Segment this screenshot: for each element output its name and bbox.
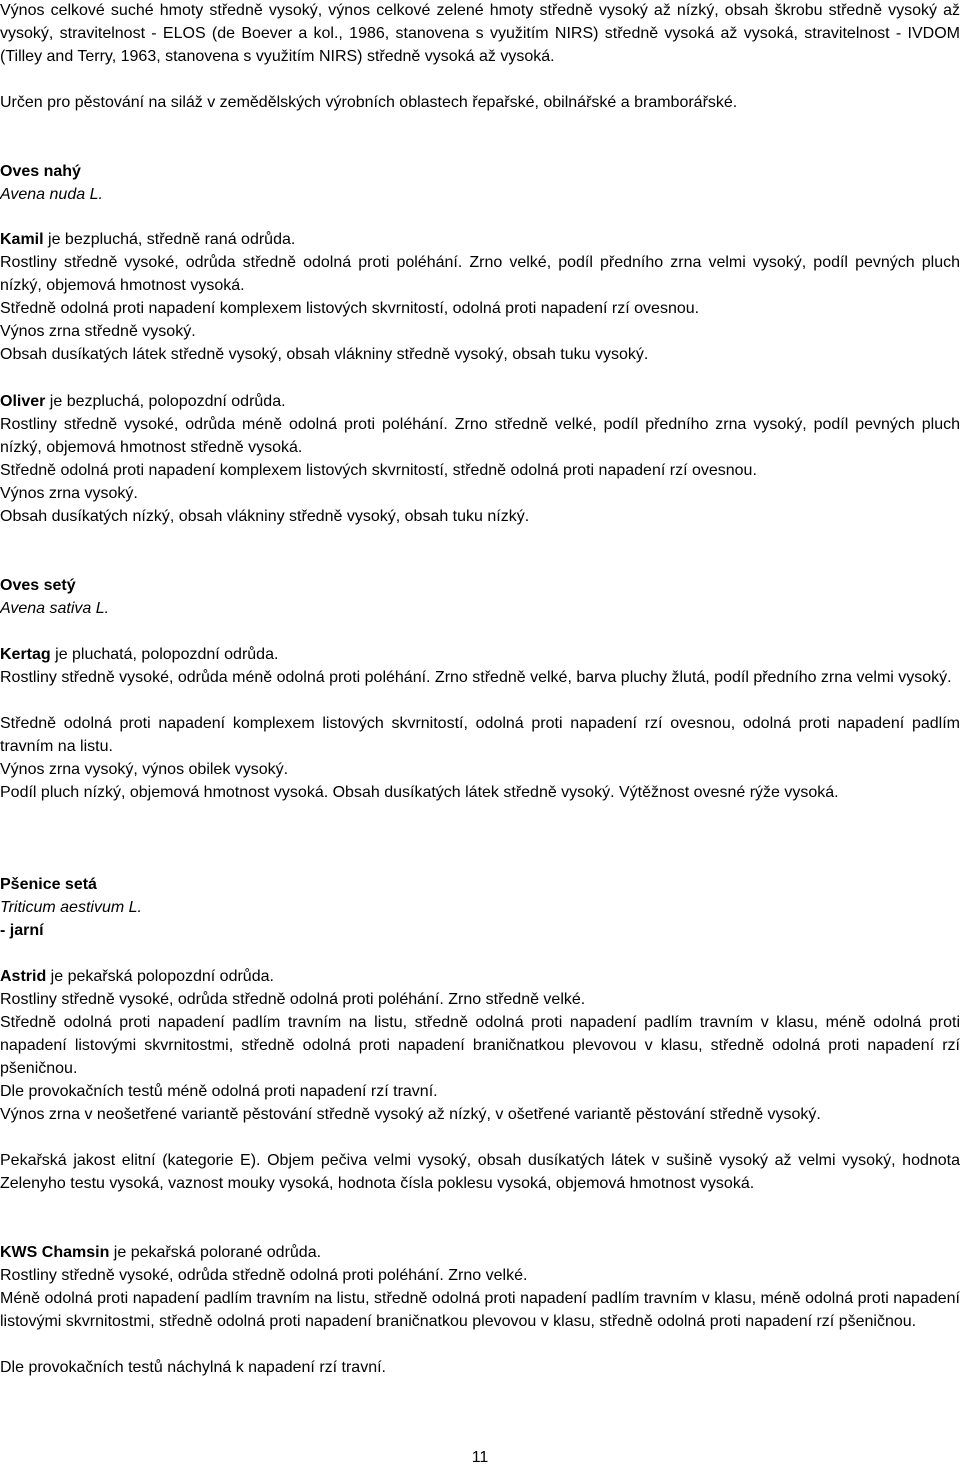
variety-name: Kamil [0, 231, 44, 248]
variety-line: Rostliny středně vysoké, odrůda středně odolná proti poléhání. Zrno velké, podíl předního zrna velmi vysoký, podíl pevných pluch nízký, objemová hmotnost vysoká. [0, 254, 960, 294]
variety-line: Rostliny středně vysoké, odrůda méně odolná proti poléhání. Zrno středně velké, barva pluchy žlutá, podíl předního zrna velmi vysoký. [0, 669, 952, 686]
variety-line: Méně odolná proti napadení padlím travním na listu, středně odolná proti napadení padlím travním v klasu, méně odolná proti napadení listovými skvrnitostmi, středně odolná proti napadení braničnatkou plevovou v klasu, středně odolná proti napadení rzí pšeničnou. [0, 1290, 960, 1330]
variety-line: Obsah dusíkatých nízký, obsah vlákniny středně vysoký, obsah tuku nízký. [0, 508, 530, 525]
variety-line: Obsah dusíkatých látek středně vysoký, obsah vlákniny středně vysoký, obsah tuku vysoký. [0, 346, 649, 363]
variety-line: Výnos zrna středně vysoký. [0, 323, 196, 340]
section-heading: Oves nahý [0, 163, 81, 180]
section-latin-name: Avena nuda L. [0, 186, 103, 203]
page-number: 11 [471, 1449, 489, 1466]
variety-line: Podíl pluch nízký, objemová hmotnost vysoká. Obsah dusíkatých látek středně vysoký. Výtěžnost ovesné rýže vysoká. [0, 784, 839, 801]
variety-line: Středně odolná proti napadení komplexem listových skvrnitostí, odolná proti napadení rzí ovesnou, odolná proti napadení padlím travním na listu. [0, 715, 960, 755]
section-subheading: - jarní [0, 922, 44, 939]
variety-line: Výnos zrna vysoký. [0, 485, 138, 502]
section-latin-name: Triticum aestivum L. [0, 899, 142, 916]
variety-line: Dle provokačních testů méně odolná proti napadení rzí travní. [0, 1083, 438, 1100]
variety-intro [0, 644, 960, 667]
variety-intro-text: je pekařská polorané odrůda. [109, 1244, 322, 1261]
variety-line: Výnos zrna vysoký, výnos obilek vysoký. [0, 761, 289, 778]
variety-name: KWS Chamsin [0, 1244, 110, 1261]
variety-intro [0, 391, 960, 414]
variety-line: Rostliny středně vysoké, odrůda středně odolná proti poléhání. Zrno středně velké. [0, 991, 586, 1008]
variety-name: Astrid [0, 968, 47, 985]
variety-line: Středně odolná proti napadení padlím travním na listu, středně odolná proti napadení padlím travním v klasu, méně odolná proti napadení listovými skvrnitostmi, středně odolná proti napadení braničnatkou plevovou v klasu, středně odolná proti napadení rzí pšeničnou. [0, 1014, 960, 1077]
variety-line: Středně odolná proti napadení komplexem listových skvrnitostí, středně odolná proti napadení rzí ovesnou. [0, 462, 757, 479]
variety-intro-text: je bezpluchá, polopozdní odrůda. [45, 393, 286, 410]
variety-line: Výnos zrna v neošetřené variantě pěstování středně vysoký až nízký, v ošetřené variantě pěstování středně vysoký. [0, 1106, 821, 1123]
variety-line: Pekařská jakost elitní (kategorie E). Objem pečiva velmi vysoký, obsah dusíkatých látek v sušině vysoký až velmi vysoký, hodnota Zelenyho testu vysoká, vaznost mouky vysoká, hodnota čísla poklesu vysoká, objemová hmotnost vysoká. [0, 1152, 960, 1192]
variety-intro-text: je pluchatá, polopozdní odrůda. [50, 646, 279, 663]
variety-line: Dle provokačních testů náchylná k napadení rzí travní. [0, 1359, 386, 1376]
variety-name: Kertag [0, 646, 51, 663]
intro-paragraph-usage: Určen pro pěstování na siláž v zemědělských výrobních oblastech řepařské, obilnářské a bramborářské. [0, 94, 738, 111]
variety-line: Středně odolná proti napadení komplexem listových skvrnitostí, odolná proti napadení rzí ovesnou. [0, 300, 700, 317]
variety-line: Rostliny středně vysoké, odrůda středně odolná proti poléhání. Zrno velké. [0, 1267, 528, 1284]
section-latin-name: Avena sativa L. [0, 600, 110, 617]
variety-intro [0, 1242, 960, 1265]
variety-intro [0, 229, 960, 252]
section-heading: Oves setý [0, 577, 76, 594]
variety-intro [0, 966, 960, 989]
section-heading: Pšenice setá [0, 876, 97, 893]
variety-intro-text: je bezpluchá, středně raná odrůda. [43, 231, 296, 248]
variety-line: Rostliny středně vysoké, odrůda méně odolná proti poléhání. Zrno středně velké, podíl předního zrna vysoký, podíl pevných pluch nízký, objemová hmotnost středně vysoká. [0, 416, 960, 456]
variety-intro-text: je pekařská polopozdní odrůda. [46, 968, 274, 985]
variety-name: Oliver [0, 393, 46, 410]
intro-paragraph: Výnos celkové suché hmoty středně vysoký, výnos celkové zelené hmoty středně vysoký až nízký, obsah škrobu středně vysoký až vysoký, stravitelnost - ELOS (de Boever a kol., 1986, stanovena s využitím NIRS) středně vysoká až vysoká, stravitelnost - IVDOM (Tilley and Terry, 1963, stanovena s využitím NIRS) středně vysoká až vysoká. [0, 2, 960, 65]
